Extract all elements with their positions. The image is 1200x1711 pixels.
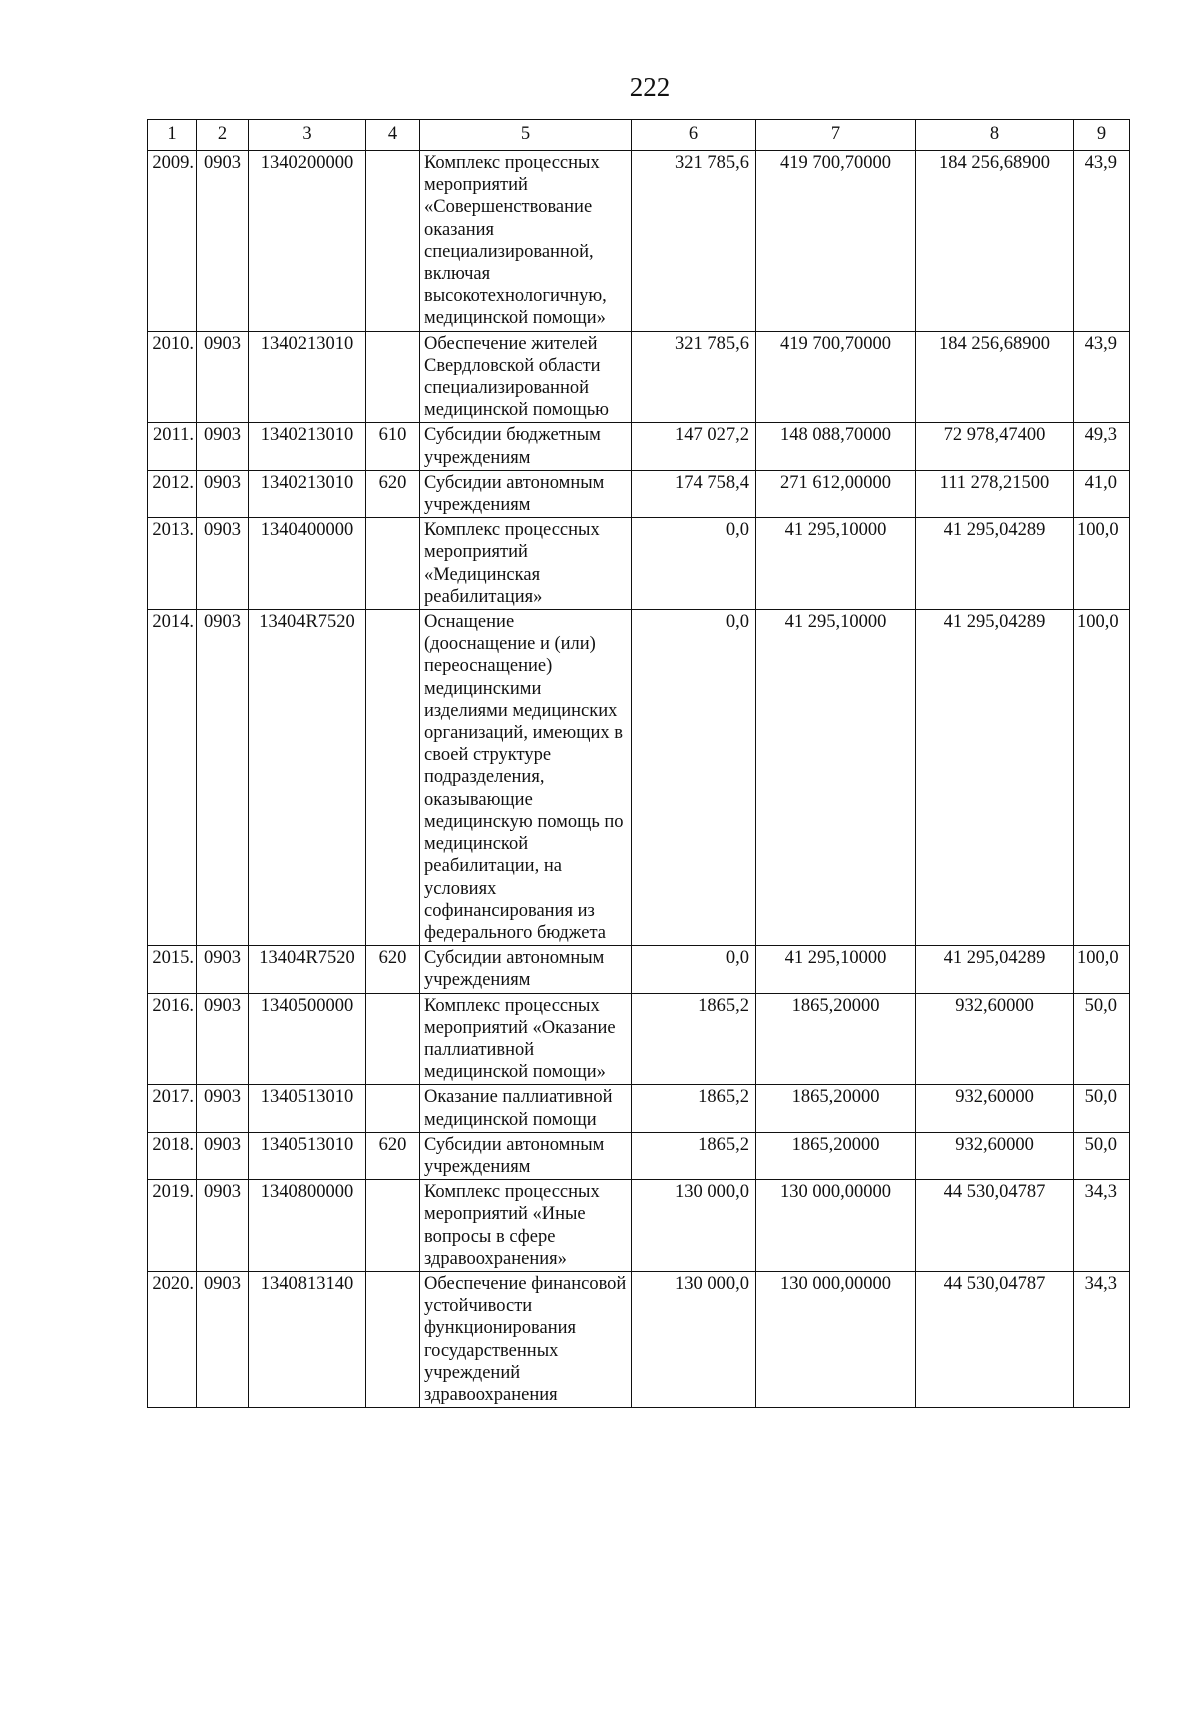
planned-amount: 321 785,6 xyxy=(632,331,756,423)
row-number: 2009. xyxy=(148,151,197,332)
execution-percent: 49,3 xyxy=(1074,423,1130,470)
target-article-code: 1340513010 xyxy=(249,1132,366,1179)
budget-table xyxy=(147,119,1130,1408)
executed-amount: 44 530,04787 xyxy=(916,1271,1074,1407)
item-name: Субсидии автономным учреждениям xyxy=(420,946,632,993)
executed-amount: 932,60000 xyxy=(916,1132,1074,1179)
table-row xyxy=(148,470,1130,517)
row-number: 2018. xyxy=(148,1132,197,1179)
execution-percent: 100,0 xyxy=(1074,946,1130,993)
approved-amount: 419 700,70000 xyxy=(756,151,916,332)
column-header: 2 xyxy=(197,120,249,151)
item-name: Комплекс процессных мероприятий «Медицинская реабилитация» xyxy=(420,518,632,610)
item-name: Субсидии автономным учреждениям xyxy=(420,470,632,517)
approved-amount: 271 612,00000 xyxy=(756,470,916,517)
planned-amount: 174 758,4 xyxy=(632,470,756,517)
target-article-code: 1340513010 xyxy=(249,1085,366,1132)
executed-amount: 72 978,47400 xyxy=(916,423,1074,470)
approved-amount: 41 295,10000 xyxy=(756,518,916,610)
section-code: 0903 xyxy=(197,1085,249,1132)
execution-percent: 43,9 xyxy=(1074,151,1130,332)
execution-percent: 34,3 xyxy=(1074,1180,1130,1272)
column-header: 6 xyxy=(632,120,756,151)
executed-amount: 932,60000 xyxy=(916,1085,1074,1132)
row-number: 2017. xyxy=(148,1085,197,1132)
executed-amount: 932,60000 xyxy=(916,993,1074,1085)
expense-type-code xyxy=(366,331,420,423)
executed-amount: 184 256,68900 xyxy=(916,331,1074,423)
section-code: 0903 xyxy=(197,151,249,332)
row-number: 2012. xyxy=(148,470,197,517)
expense-type-code xyxy=(366,1085,420,1132)
approved-amount: 130 000,00000 xyxy=(756,1180,916,1272)
target-article-code: 1340400000 xyxy=(249,518,366,610)
table-row xyxy=(148,518,1130,610)
section-code: 0903 xyxy=(197,470,249,517)
executed-amount: 41 295,04289 xyxy=(916,518,1074,610)
column-header: 9 xyxy=(1074,120,1130,151)
table-row xyxy=(148,423,1130,470)
execution-percent: 43,9 xyxy=(1074,331,1130,423)
row-number: 2019. xyxy=(148,1180,197,1272)
approved-amount: 1865,20000 xyxy=(756,1085,916,1132)
item-name: Субсидии бюджетным учреждениям xyxy=(420,423,632,470)
column-header: 3 xyxy=(249,120,366,151)
expense-type-code: 620 xyxy=(366,946,420,993)
target-article-code: 1340213010 xyxy=(249,423,366,470)
item-name: Оказание паллиативной медицинской помощи xyxy=(420,1085,632,1132)
expense-type-code xyxy=(366,610,420,946)
section-code: 0903 xyxy=(197,993,249,1085)
expense-type-code: 620 xyxy=(366,470,420,517)
expense-type-code xyxy=(366,1180,420,1272)
planned-amount: 1865,2 xyxy=(632,1085,756,1132)
approved-amount: 1865,20000 xyxy=(756,1132,916,1179)
expense-type-code: 610 xyxy=(366,423,420,470)
table-row xyxy=(148,1132,1130,1179)
planned-amount: 321 785,6 xyxy=(632,151,756,332)
table-row xyxy=(148,1271,1130,1407)
planned-amount: 1865,2 xyxy=(632,993,756,1085)
section-code: 0903 xyxy=(197,610,249,946)
executed-amount: 41 295,04289 xyxy=(916,610,1074,946)
executed-amount: 111 278,21500 xyxy=(916,470,1074,517)
expense-type-code xyxy=(366,1271,420,1407)
item-name: Субсидии автономным учреждениям xyxy=(420,1132,632,1179)
section-code: 0903 xyxy=(197,423,249,470)
section-code: 0903 xyxy=(197,1271,249,1407)
planned-amount: 130 000,0 xyxy=(632,1271,756,1407)
target-article-code: 1340500000 xyxy=(249,993,366,1085)
expense-type-code: 620 xyxy=(366,1132,420,1179)
table-row xyxy=(148,946,1130,993)
row-number: 2010. xyxy=(148,331,197,423)
expense-type-code xyxy=(366,518,420,610)
page-number: 222 xyxy=(629,72,671,102)
table-row xyxy=(148,1180,1130,1272)
execution-percent: 100,0 xyxy=(1074,518,1130,610)
row-number: 2014. xyxy=(148,610,197,946)
item-name: Обеспечение жителей Свердловской области специализированной медицинской помощью xyxy=(420,331,632,423)
planned-amount: 0,0 xyxy=(632,610,756,946)
column-header: 8 xyxy=(916,120,1074,151)
section-code: 0903 xyxy=(197,946,249,993)
row-number: 2015. xyxy=(148,946,197,993)
expense-type-code xyxy=(366,151,420,332)
section-code: 0903 xyxy=(197,1180,249,1272)
table-row xyxy=(148,610,1130,946)
row-number: 2020. xyxy=(148,1271,197,1407)
executed-amount: 184 256,68900 xyxy=(916,151,1074,332)
planned-amount: 1865,2 xyxy=(632,1132,756,1179)
column-header: 7 xyxy=(756,120,916,151)
table-row xyxy=(148,1085,1130,1132)
approved-amount: 130 000,00000 xyxy=(756,1271,916,1407)
execution-percent: 41,0 xyxy=(1074,470,1130,517)
executed-amount: 41 295,04289 xyxy=(916,946,1074,993)
planned-amount: 147 027,2 xyxy=(632,423,756,470)
header-row xyxy=(148,120,1130,151)
execution-percent: 100,0 xyxy=(1074,610,1130,946)
approved-amount: 419 700,70000 xyxy=(756,331,916,423)
execution-percent: 34,3 xyxy=(1074,1271,1130,1407)
section-code: 0903 xyxy=(197,331,249,423)
table-row xyxy=(148,151,1130,332)
planned-amount: 0,0 xyxy=(632,946,756,993)
item-name: Оснащение (дооснащение и (или) переоснащение) медицинскими изделиями медицинских организаций, имеющих в своей структуре подразделения, оказывающие медицинскую помощь по медицинской реабилитации, на условиях софинансирования из федерального бюджета xyxy=(420,610,632,946)
execution-percent: 50,0 xyxy=(1074,1132,1130,1179)
column-header: 4 xyxy=(366,120,420,151)
target-article-code: 1340213010 xyxy=(249,470,366,517)
approved-amount: 41 295,10000 xyxy=(756,946,916,993)
execution-percent: 50,0 xyxy=(1074,993,1130,1085)
approved-amount: 1865,20000 xyxy=(756,993,916,1085)
row-number: 2011. xyxy=(148,423,197,470)
target-article-code: 13404R7520 xyxy=(249,610,366,946)
target-article-code: 1340800000 xyxy=(249,1180,366,1272)
table-row xyxy=(148,993,1130,1085)
target-article-code: 13404R7520 xyxy=(249,946,366,993)
column-header: 5 xyxy=(420,120,632,151)
expense-type-code xyxy=(366,993,420,1085)
executed-amount: 44 530,04787 xyxy=(916,1180,1074,1272)
item-name: Комплекс процессных мероприятий «Совершенствование оказания специализированной, включая высокотехнологичную, медицинской помощи» xyxy=(420,151,632,332)
item-name: Обеспечение финансовой устойчивости функционирования государственных учреждений здравоохранения xyxy=(420,1271,632,1407)
target-article-code: 1340200000 xyxy=(249,151,366,332)
target-article-code: 1340213010 xyxy=(249,331,366,423)
planned-amount: 130 000,0 xyxy=(632,1180,756,1272)
table-row xyxy=(148,331,1130,423)
target-article-code: 1340813140 xyxy=(249,1271,366,1407)
row-number: 2016. xyxy=(148,993,197,1085)
section-code: 0903 xyxy=(197,1132,249,1179)
row-number: 2013. xyxy=(148,518,197,610)
execution-percent: 50,0 xyxy=(1074,1085,1130,1132)
approved-amount: 148 088,70000 xyxy=(756,423,916,470)
item-name: Комплекс процессных мероприятий «Оказание паллиативной медицинской помощи» xyxy=(420,993,632,1085)
column-header: 1 xyxy=(148,120,197,151)
planned-amount: 0,0 xyxy=(632,518,756,610)
item-name: Комплекс процессных мероприятий «Иные вопросы в сфере здравоохранения» xyxy=(420,1180,632,1272)
approved-amount: 41 295,10000 xyxy=(756,610,916,946)
section-code: 0903 xyxy=(197,518,249,610)
